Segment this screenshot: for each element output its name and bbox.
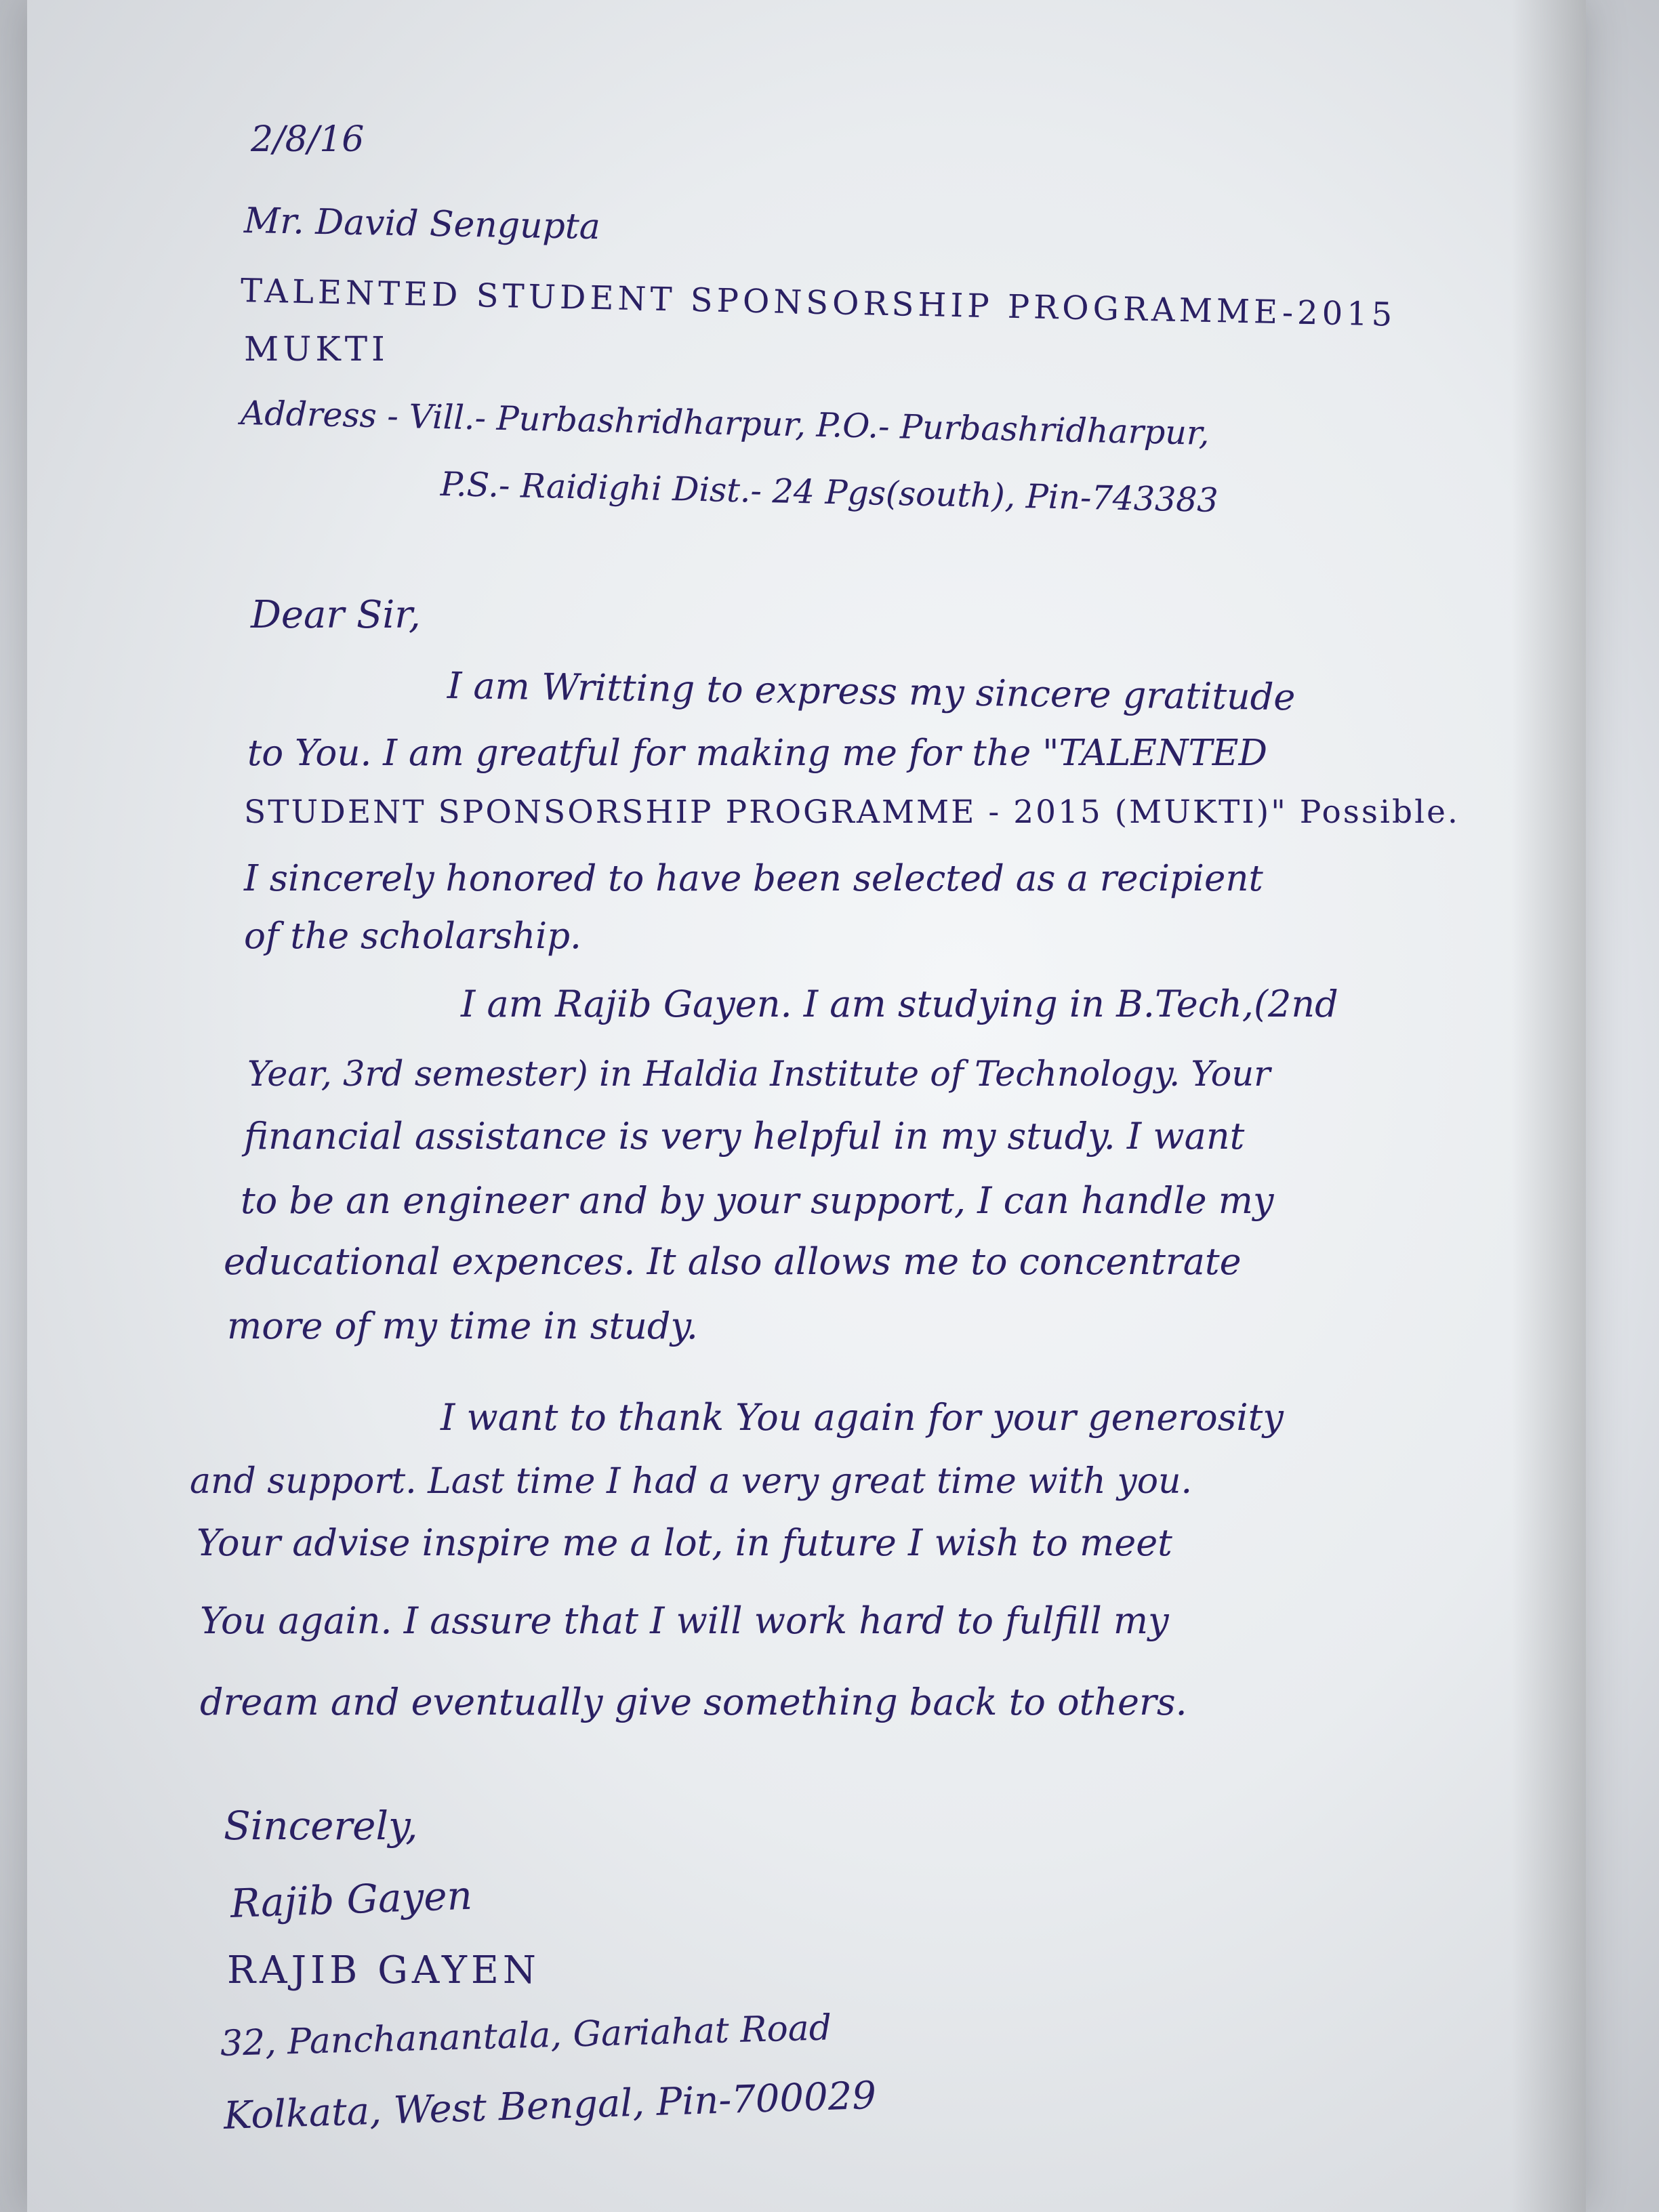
sender-address-line-1: 32, Panchanantala, Gariahat Road [220, 2007, 832, 2064]
recipient-organization: MUKTI [244, 329, 389, 369]
recipient-address-line-2: P.S.- Raidighi Dist.- 24 Pgs(south), Pin-743383 [440, 465, 1219, 520]
paragraph-2-line: Year, 3rd semester) in Haldia Institute of Technology. Your [247, 1054, 1271, 1094]
handwritten-signature: Rajib Gayen [229, 1872, 474, 1927]
paragraph-2-line: educational expences. It also allows me to concentrate [224, 1240, 1242, 1283]
letter-date: 2/8/16 [251, 119, 365, 160]
paragraph-3-line: You again. I assure that I will work hard to fulfill my [200, 1599, 1169, 1642]
paragraph-2-line: to be an engineer and by your support, I can handle my [241, 1179, 1274, 1222]
paper-shadow-edge [1511, 0, 1586, 2212]
recipient-programme: TALENTED STUDENT SPONSORSHIP PROGRAMME-2015 [240, 272, 1397, 334]
closing: Sincerely, [224, 1803, 418, 1849]
paragraph-3-line: Your advise inspire me a lot, in future I wish to meet [197, 1521, 1172, 1564]
paragraph-3-line: I want to thank You again for your generosity [441, 1396, 1284, 1439]
paragraph-3-line: and support. Last time I had a very great time with you. [190, 1461, 1193, 1502]
paragraph-2-line: I am Rajib Gayen. I am studying in B.Tech,(2nd [461, 983, 1338, 1025]
recipient-name: Mr. David Sengupta [243, 201, 601, 248]
sender-address-line-2: Kolkata, West Bengal, Pin-700029 [222, 2073, 877, 2138]
paragraph-1-line: I sincerely honored to have been selected as a recipient [244, 858, 1263, 899]
paragraph-1-line: to You. I am greatful for making me for the "TALENTED [247, 733, 1267, 774]
recipient-address-line-1: Address - Vill.- Purbashridharpur, P.O.- Purbashridharpur, [240, 394, 1210, 453]
paragraph-1-line: I am Writting to express my sincere gratitude [447, 664, 1296, 719]
paragraph-3-line: dream and eventually give something back to others. [200, 1681, 1187, 1723]
paragraph-1-line: of the scholarship. [244, 916, 581, 957]
paragraph-2-line: financial assistance is very helpful in my study. I want [244, 1115, 1245, 1158]
sender-name: RAJIB GAYEN [227, 1948, 540, 1992]
paragraph-1-line: STUDENT SPONSORSHIP PROGRAMME - 2015 (MUKTI)" Possible. [244, 794, 1460, 831]
salutation: Dear Sir, [251, 593, 421, 637]
paragraph-2-line: more of my time in study. [227, 1305, 698, 1347]
